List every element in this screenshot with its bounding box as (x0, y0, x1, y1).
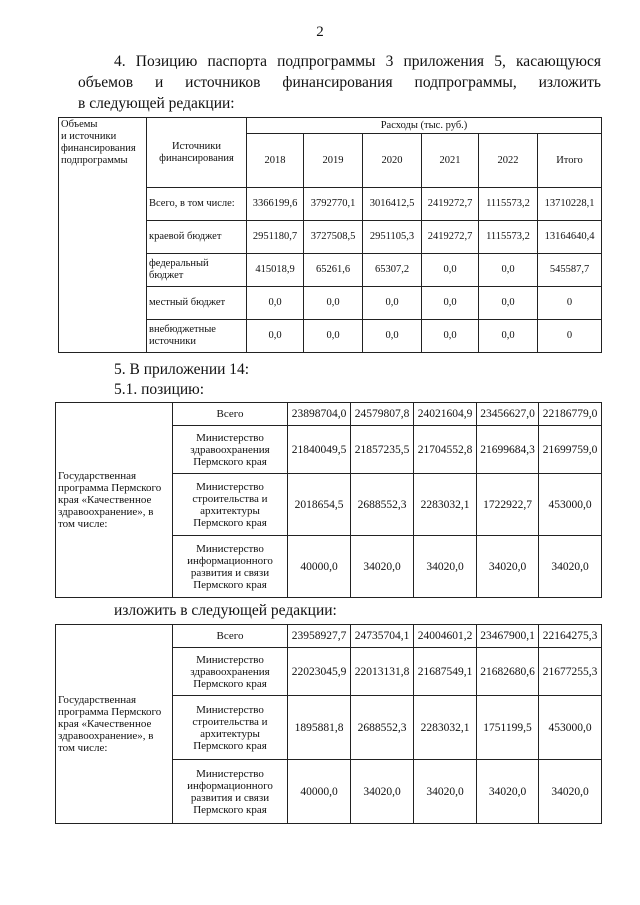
paragraph-4-line-2: объемов и источников финансирования подпрограммы, изложить (78, 74, 601, 91)
cell-value: 23898704,0 (288, 403, 351, 426)
cell-value: 34020,0 (351, 760, 414, 824)
row-label: Всего (173, 403, 288, 426)
cell-value: 0,0 (363, 320, 422, 353)
cell-value: 24004601,2 (414, 625, 477, 648)
cell-value: 2951105,3 (363, 221, 422, 254)
paragraph-new-edition: изложить в следующей редакции: (114, 602, 337, 619)
paragraph-4-line-1: 4. Позицию паспорта подпрограммы 3 приложения 5, касающуюся (114, 53, 601, 70)
cell-value: 65261,6 (304, 254, 363, 287)
cell-value: 0,0 (363, 287, 422, 320)
cell-value: 21677255,3 (539, 648, 602, 696)
cell-value: 1115573,2 (479, 221, 538, 254)
row-label: краевой бюджет (147, 221, 247, 254)
table1-label (59, 118, 147, 353)
cell-value: 1895881,8 (288, 696, 351, 760)
cell-value: 2283032,1 (414, 474, 477, 536)
cell-value: 34020,0 (539, 760, 602, 824)
cell-value: 24579807,8 (351, 403, 414, 426)
cell-value: 0,0 (422, 320, 479, 353)
cell-value: 23958927,7 (288, 625, 351, 648)
row-label: Министерство здравоохранения Пермского края (173, 426, 288, 474)
cell-value: 0,0 (479, 254, 538, 287)
cell-value: 21682680,6 (477, 648, 539, 696)
program-table-old (55, 402, 602, 598)
row-label: местный бюджет (147, 287, 247, 320)
cell-value: 21704552,8 (414, 426, 477, 474)
cell-value: 1751199,5 (477, 696, 539, 760)
row-label: Министерство строительства и архитектуры Пермского края (173, 474, 288, 536)
year-header: 2022 (479, 134, 538, 188)
cell-value: 65307,2 (363, 254, 422, 287)
cell-value: 34020,0 (477, 536, 539, 598)
cell-value: 0,0 (247, 320, 304, 353)
cell-value: 0,0 (247, 287, 304, 320)
cell-value: 3366199,6 (247, 188, 304, 221)
program-label: Государственная программа Пермского края «Качественное здравоохранение», в том числе: (56, 403, 173, 598)
cell-value: 545587,7 (538, 254, 602, 287)
cell-value: 21699759,0 (539, 426, 602, 474)
row-label: Министерство информационного развития и связи Пермского края (173, 760, 288, 824)
cell-value: 3727508,5 (304, 221, 363, 254)
cell-value: 2419272,7 (422, 188, 479, 221)
year-header: 2019 (304, 134, 363, 188)
row-label: федеральный бюджет (147, 254, 247, 287)
cell-value: 34020,0 (477, 760, 539, 824)
cell-value: 22186779,0 (539, 403, 602, 426)
cell-value: 1115573,2 (479, 188, 538, 221)
cell-value: 13710228,1 (538, 188, 602, 221)
cell-value: 13164640,4 (538, 221, 602, 254)
row-label: Всего, в том числе: (147, 188, 247, 221)
cell-value: 34020,0 (539, 536, 602, 598)
row-label: Всего (173, 625, 288, 648)
row-label: Министерство здравоохранения Пермского края (173, 648, 288, 696)
row-label: Министерство информационного развития и связи Пермского края (173, 536, 288, 598)
cell-value: 0,0 (479, 320, 538, 353)
cell-value: 0,0 (422, 287, 479, 320)
table1-label-line: подпрограммы (61, 155, 128, 166)
cell-value: 24735704,1 (351, 625, 414, 648)
year-header: 2018 (247, 134, 304, 188)
program-table-new (55, 624, 602, 824)
cell-value: 40000,0 (288, 536, 351, 598)
program-label: Государственная программа Пермского края «Качественное здравоохранение», в том числе: (56, 625, 173, 824)
cell-value: 0,0 (304, 287, 363, 320)
expenses-header: Расходы (тыс. руб.) (247, 118, 602, 134)
paragraph-5-1: 5.1. позицию: (114, 381, 205, 398)
cell-value: 3016412,5 (363, 188, 422, 221)
cell-value: 2283032,1 (414, 696, 477, 760)
cell-value: 2688552,3 (351, 474, 414, 536)
source-header: Источники финансирования (147, 118, 247, 188)
cell-value: 21840049,5 (288, 426, 351, 474)
cell-value: 0 (538, 287, 602, 320)
table1-label-line: и источники (61, 131, 117, 142)
cell-value: 40000,0 (288, 760, 351, 824)
cell-value: 1722922,7 (477, 474, 539, 536)
total-header: Итого (538, 134, 602, 188)
table-row (56, 403, 602, 426)
table-row (56, 625, 602, 648)
cell-value: 21857235,5 (351, 426, 414, 474)
cell-value: 0,0 (304, 320, 363, 353)
row-label: внебюджетные источники (147, 320, 247, 353)
cell-value: 0,0 (479, 287, 538, 320)
table1-label-line: финансирования (61, 143, 136, 154)
cell-value: 21699684,3 (477, 426, 539, 474)
cell-value: 453000,0 (539, 696, 602, 760)
cell-value: 22164275,3 (539, 625, 602, 648)
cell-value: 0,0 (422, 254, 479, 287)
cell-value: 24021604,9 (414, 403, 477, 426)
cell-value: 34020,0 (414, 760, 477, 824)
cell-value: 23456627,0 (477, 403, 539, 426)
year-header: 2021 (422, 134, 479, 188)
cell-value: 2951180,7 (247, 221, 304, 254)
cell-value: 0 (538, 320, 602, 353)
table1-label-line: Объемы (61, 119, 98, 130)
page-number: 2 (316, 24, 324, 40)
cell-value: 22013131,8 (351, 648, 414, 696)
cell-value: 34020,0 (351, 536, 414, 598)
cell-value: 2018654,5 (288, 474, 351, 536)
cell-value: 415018,9 (247, 254, 304, 287)
row-label: Министерство строительства и архитектуры Пермского края (173, 696, 288, 760)
cell-value: 22023045,9 (288, 648, 351, 696)
cell-value: 453000,0 (539, 474, 602, 536)
cell-value: 21687549,1 (414, 648, 477, 696)
cell-value: 2688552,3 (351, 696, 414, 760)
financing-table (58, 117, 602, 353)
cell-value: 3792770,1 (304, 188, 363, 221)
paragraph-5: 5. В приложении 14: (114, 361, 250, 378)
year-header: 2020 (363, 134, 422, 188)
cell-value: 23467900,1 (477, 625, 539, 648)
cell-value: 34020,0 (414, 536, 477, 598)
cell-value: 2419272,7 (422, 221, 479, 254)
paragraph-4-line-3: в следующей редакции: (78, 95, 235, 112)
